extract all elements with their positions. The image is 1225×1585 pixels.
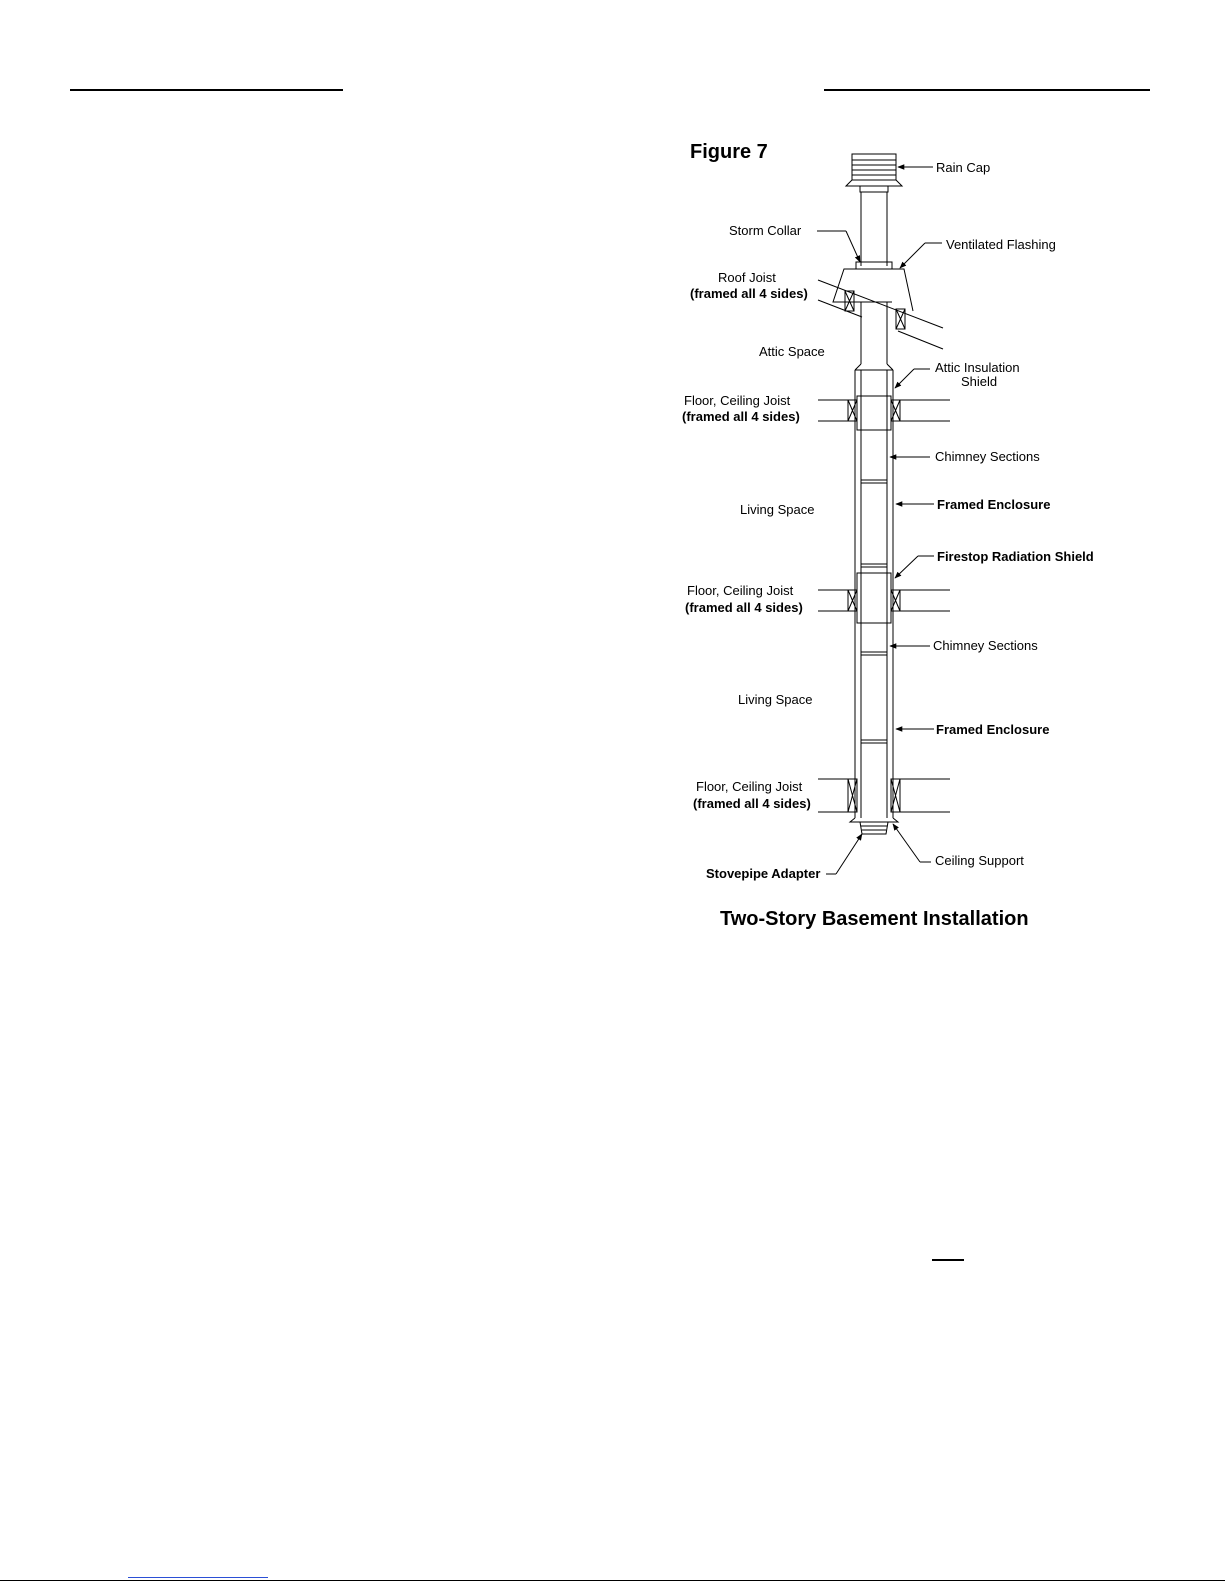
leader-lines: [817, 167, 942, 874]
flashing-right: [892, 269, 913, 311]
chimney-drawing: [818, 154, 950, 834]
roof-line-top: [818, 280, 943, 328]
label-attic-space: Attic Space: [759, 344, 825, 359]
figure-number: Figure 7: [690, 141, 768, 163]
label-attic-insulation-shield-2: Shield: [961, 374, 998, 389]
label-stovepipe-adapter: Stovepipe Adapter: [706, 866, 821, 881]
label-roof-joist-note: (framed all 4 sides): [690, 286, 808, 301]
label-living-space-2: Living Space: [738, 692, 813, 707]
label-storm-collar: Storm Collar: [729, 223, 802, 238]
label-attic-insulation-shield: Attic Insulation: [935, 360, 1020, 375]
roof-line-bottom-left: [818, 300, 862, 317]
label-framed-enclosure-1: Framed Enclosure: [937, 497, 1051, 512]
label-ceiling-support: Ceiling Support: [935, 853, 1024, 868]
label-floor-joist-1: Floor, Ceiling Joist: [684, 393, 791, 408]
label-living-space-1: Living Space: [740, 502, 815, 517]
ceiling-support-shape: [850, 818, 898, 822]
label-firestop-radiation-shield: Firestop Radiation Shield: [937, 549, 1094, 564]
label-floor-joist-3: Floor, Ceiling Joist: [696, 779, 803, 794]
roof-line-bottom-right: [898, 331, 943, 349]
firestop-2-shape: [857, 573, 891, 623]
label-chimney-sections-1: Chimney Sections: [935, 449, 1040, 464]
label-floor-joist-2-note: (framed all 4 sides): [685, 600, 803, 615]
label-floor-joist-1-note: (framed all 4 sides): [682, 409, 800, 424]
label-rain-cap: Rain Cap: [936, 160, 991, 175]
label-ventilated-flashing: Ventilated Flashing: [946, 237, 1056, 252]
label-roof-joist: Roof Joist: [718, 270, 776, 285]
label-floor-joist-3-note: (framed all 4 sides): [693, 796, 811, 811]
cap-collar-shape: [860, 186, 888, 192]
rain-cap-shape: [852, 154, 896, 180]
figure-caption: Two-Story Basement Installation: [720, 908, 1029, 930]
firestop-1-shape: [857, 396, 891, 430]
label-framed-enclosure-2: Framed Enclosure: [936, 722, 1050, 737]
label-chimney-sections-2: Chimney Sections: [933, 638, 1038, 653]
label-floor-joist-2: Floor, Ceiling Joist: [687, 583, 794, 598]
stovepipe-adapter-shape: [860, 822, 888, 834]
